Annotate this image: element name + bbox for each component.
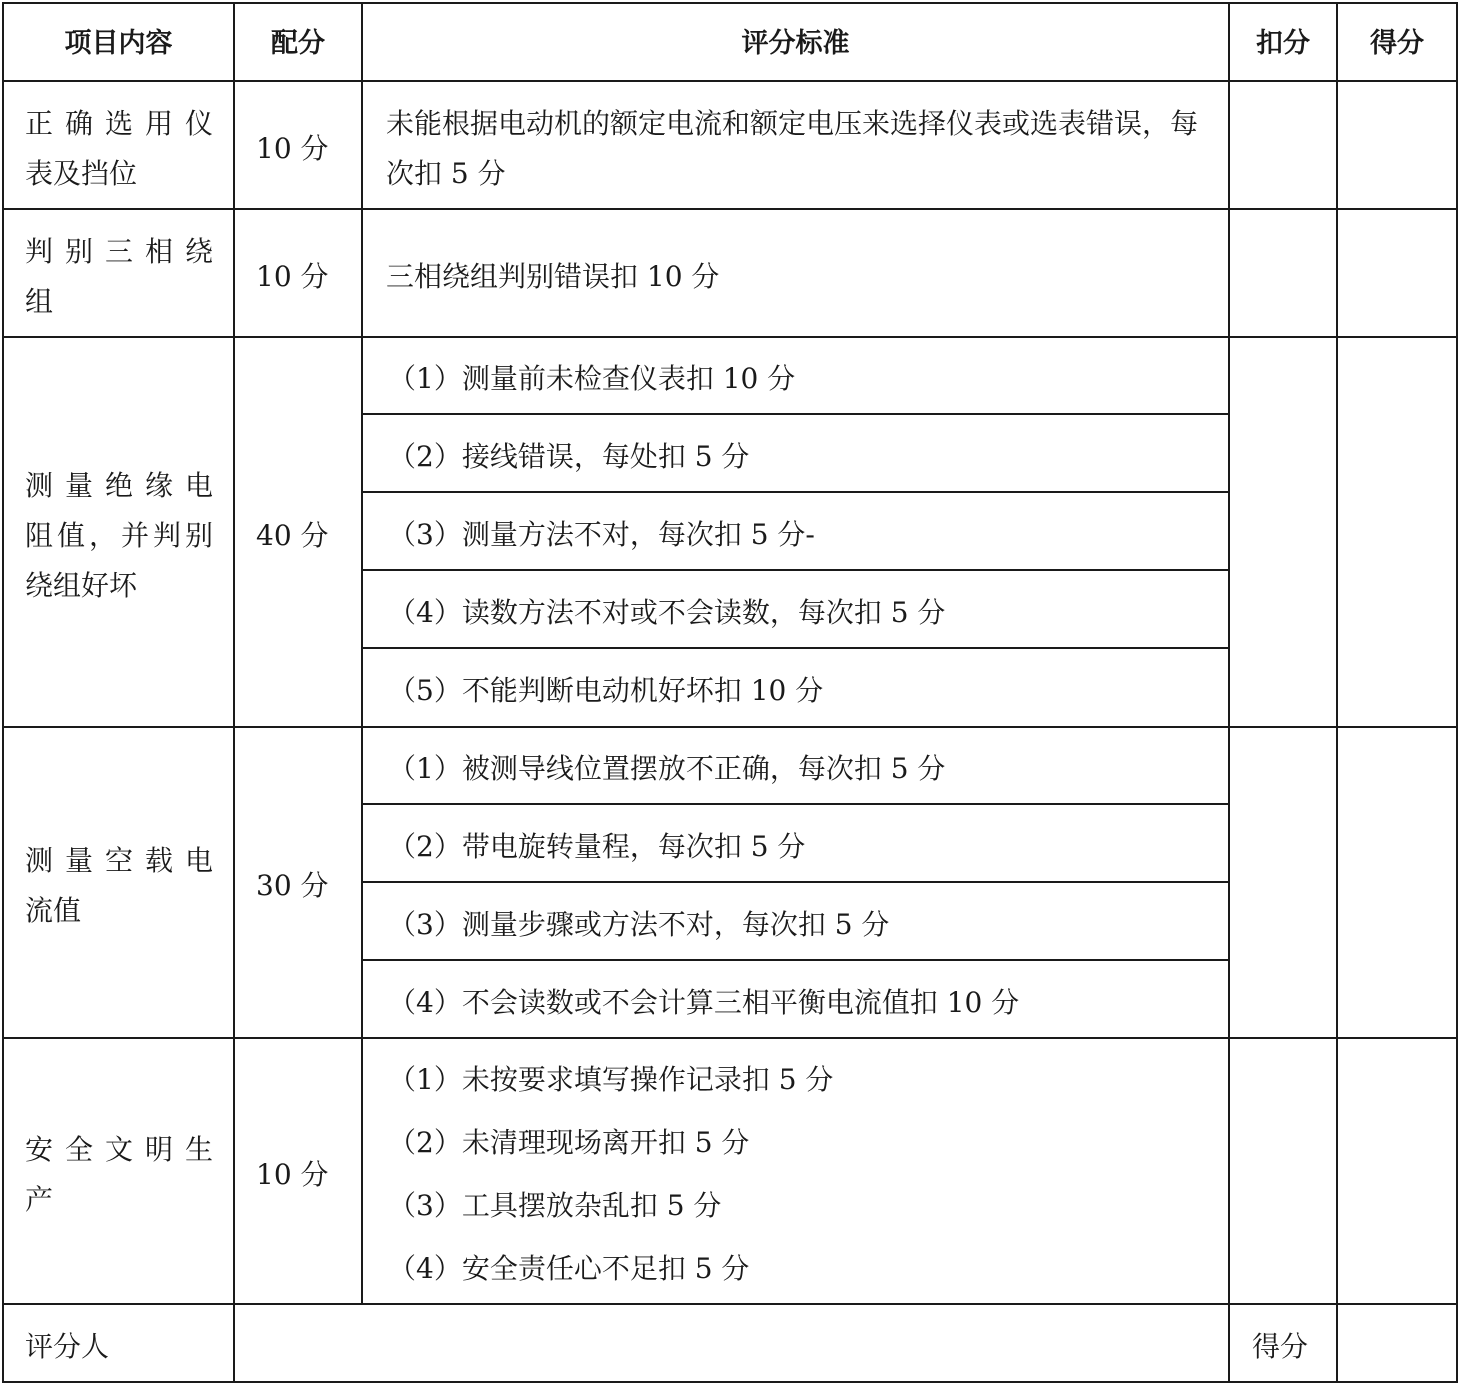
score-field[interactable]	[1338, 210, 1456, 336]
criteria-text: （1）未按要求填写操作记录扣 5 分	[388, 1063, 834, 1096]
criteria-text: （3）测量步骤或方法不对，每次扣 5 分	[388, 908, 890, 941]
item-text: 测量空载电	[25, 844, 213, 877]
header-item: 项目内容	[64, 28, 173, 59]
score-field[interactable]	[1338, 82, 1456, 208]
table-rule	[2, 2, 4, 1383]
item-text: 流值	[25, 894, 82, 927]
criteria-text: （2）带电旋转量程，每次扣 5 分	[388, 830, 806, 863]
item-cell	[25, 1125, 213, 1225]
score-field[interactable]	[1338, 338, 1456, 726]
item-text: 测量绝缘电	[25, 469, 213, 502]
criteria-text: （2）接线错误，每处扣 5 分	[388, 440, 750, 473]
table-rule	[362, 413, 1228, 415]
criteria-text: （4）安全责任心不足扣 5 分	[388, 1252, 750, 1285]
criteria-text: （3）测量方法不对，每次扣 5 分-	[388, 518, 815, 551]
score-field[interactable]	[1338, 728, 1456, 1037]
criteria-text: （1）测量前未检查仪表扣 10 分	[388, 362, 796, 395]
criteria-text: 三相绕组判别错误扣 10 分	[386, 260, 720, 293]
criteria-text: 未能根据电动机的额定电流和额定电压来选择仪表或选表错误，每次扣 5 分	[386, 107, 1199, 190]
criteria-text: （1）被测导线位置摆放不正确，每次扣 5 分	[388, 752, 946, 785]
points-value: 10 分	[256, 260, 329, 293]
table-rule	[362, 491, 1228, 493]
scorer-field[interactable]	[235, 1305, 1228, 1381]
item-text: 阻值，并判别	[25, 519, 213, 552]
table-rule	[362, 881, 1228, 883]
deduct-field[interactable]	[1230, 82, 1336, 208]
item-cell	[25, 461, 213, 611]
points-value: 10 分	[256, 132, 329, 165]
score-field[interactable]	[1338, 1039, 1456, 1303]
table-rule	[2, 1381, 1458, 1383]
table-rule	[362, 569, 1228, 571]
criteria-text: （5）不能判断电动机好坏扣 10 分	[388, 674, 824, 707]
criteria-text: （2）未清理现场离开扣 5 分	[388, 1126, 750, 1159]
criteria-text: （3）工具摆放杂乱扣 5 分	[388, 1189, 722, 1222]
item-cell	[25, 99, 213, 199]
table-rule	[362, 647, 1228, 649]
item-cell	[25, 227, 213, 327]
table-rule	[2, 2, 1458, 4]
deduct-field[interactable]	[1230, 728, 1336, 1037]
criteria-text: （4）读数方法不对或不会读数，每次扣 5 分	[388, 596, 946, 629]
header-criteria: 评分标准	[741, 28, 850, 59]
item-text: 安全文明生	[25, 1133, 213, 1166]
points-value: 40 分	[256, 519, 329, 552]
points-value: 30 分	[256, 869, 329, 902]
item-text: 产	[25, 1183, 54, 1216]
scorer-label: 评分人	[25, 1330, 110, 1363]
table-rule	[362, 803, 1228, 805]
table-rule	[1456, 2, 1458, 1383]
table-rule	[362, 959, 1228, 961]
header-score: 得分	[1370, 28, 1424, 59]
total-score-label: 得分	[1252, 1330, 1309, 1363]
deduct-field[interactable]	[1230, 210, 1336, 336]
total-score-field[interactable]	[1338, 1305, 1456, 1381]
criteria-text: （4）不会读数或不会计算三相平衡电流值扣 10 分	[388, 986, 1020, 1019]
deduct-field[interactable]	[1230, 1039, 1336, 1303]
item-text: 判别三相绕	[25, 235, 213, 268]
points-value: 10 分	[256, 1158, 329, 1191]
deduct-field[interactable]	[1230, 338, 1336, 726]
table-rule	[361, 2, 363, 1305]
item-text: 正确选用仪	[25, 107, 213, 140]
item-text: 绕组好坏	[25, 569, 138, 602]
item-text: 组	[25, 285, 54, 318]
item-text: 表及挡位	[25, 157, 138, 190]
header-points: 配分	[271, 28, 325, 59]
table-rule	[233, 2, 235, 1383]
header-deduct: 扣分	[1256, 28, 1310, 59]
item-cell	[25, 836, 213, 936]
